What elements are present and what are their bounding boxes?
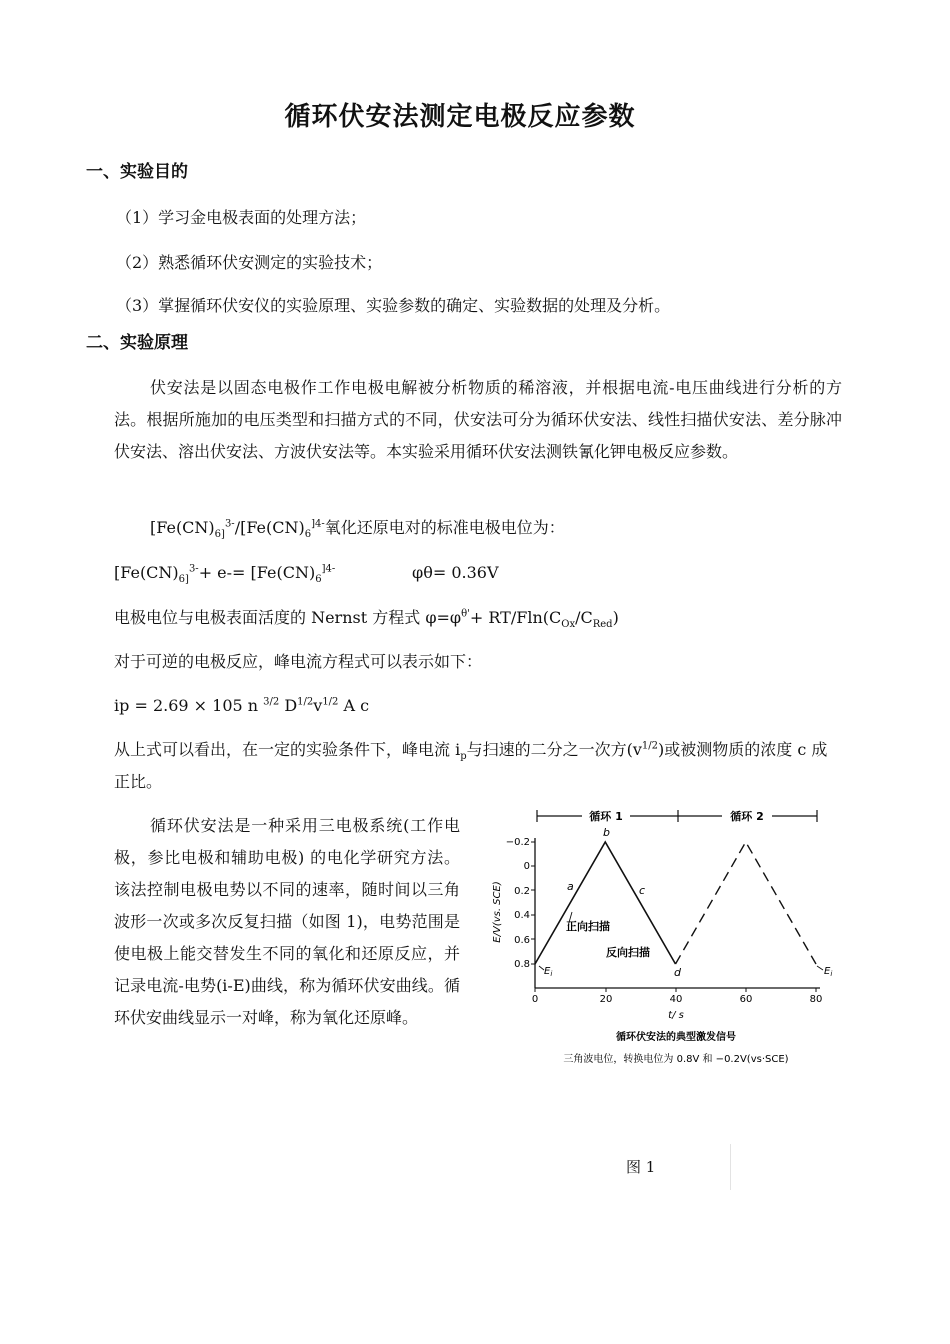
y-axis-label: E/V(vs. SCE) xyxy=(492,881,503,943)
sweep-cycle2-dashed xyxy=(676,842,817,964)
conclusion-part-b: 与扫速的二分之一次方(v xyxy=(466,740,642,759)
eq1-sup-a: 3- xyxy=(224,518,235,530)
ei-left-label: $E_i$ xyxy=(544,966,553,978)
principle-paragraph: 伏安法是以固态电极作工作电极电解被分析物质的稀溶液，并根据电流-电压曲线进行分析的方法。根据所施加的电压类型和扫描方式的不同，伏安法可分为循环伏安法、线性扫描伏安法、差分脉冲伏安法、溶出伏安法、方波伏安法等。本实验采用循环伏安法测铁氰化钾电极反应参数。 xyxy=(114,378,842,461)
figure-number-label: 图 1 xyxy=(626,1158,656,1176)
y-tick-label: 0.4 xyxy=(514,910,530,921)
eq1-part-b: /[Fe(CN) xyxy=(234,518,305,537)
figure-caption-title: 循环伏安法的典型激发信号 xyxy=(616,1032,736,1043)
cycle2-label: 循环 2 xyxy=(730,810,764,823)
eq1-sub-b: 6 xyxy=(304,529,312,541)
purpose-item-2: （2）熟悉循环伏安测定的实验技术； xyxy=(116,253,383,272)
conclusion-part-a: 从上式可以看出，在一定的实验条件下，峰电流 i xyxy=(114,740,461,759)
document-title: 循环伏安法测定电极反应参数 xyxy=(284,102,636,132)
y-tick-label: 0.2 xyxy=(514,886,530,897)
section-heading-principle: 二、实验原理 xyxy=(86,333,188,353)
point-c-label: c xyxy=(639,884,646,897)
y-tick-label: −0.2 xyxy=(505,837,530,848)
figure-caption-subtitle: 三角波电位，转换电位为 0.8V 和 −0.2V(vs·SCE) xyxy=(563,1054,789,1065)
peak-current-equation xyxy=(114,696,369,716)
peak-eq-sup-3: 1/2 xyxy=(322,696,339,708)
point-d-label: d xyxy=(674,966,681,979)
nernst-part-a: 电极电位与电极表面活度的 Nernst 方程式 φ=φ xyxy=(114,608,462,627)
x-tick-label: 0 xyxy=(531,994,539,1005)
eq1-part-c: 氧化还原电对的标准电极电位为： xyxy=(324,518,565,537)
redox-couple-line xyxy=(150,518,565,541)
peak-eq-sup-1: 3/2 xyxy=(263,696,280,708)
eq2-sub-a: 6] xyxy=(178,574,189,586)
point-b-label: b xyxy=(603,826,610,839)
nernst-sup: θ' xyxy=(461,608,470,620)
purpose-item-1: （1）学习金电极表面的处理方法； xyxy=(116,208,367,227)
peak-eq-sup-2: 1/2 xyxy=(297,696,314,708)
y-tick-label: 0.8 xyxy=(514,959,530,970)
x-tick-label: 80 xyxy=(809,994,823,1005)
peak-eq-part-c: v xyxy=(313,696,323,715)
purpose-item-3: （3）掌握循环伏安仪的实验原理、实验参数的确定、实验数据的处理及分析。 xyxy=(116,296,671,315)
y-tick-label: 0.6 xyxy=(514,935,530,946)
redox-equation-line xyxy=(114,563,336,586)
point-a-label: a xyxy=(567,880,574,893)
conclusion-sup: 1/2 xyxy=(641,740,659,752)
nernst-part-d: ) xyxy=(612,608,619,627)
y-tick-label: 0 xyxy=(523,861,530,872)
ei-right-label: $E_i$ xyxy=(824,966,833,978)
nernst-line xyxy=(114,608,619,631)
x-tick-label: 40 xyxy=(669,994,683,1005)
eq1-sub-a: 6] xyxy=(214,529,225,541)
nernst-part-c: /C xyxy=(575,608,593,627)
reverse-scan-label: 反向扫描 xyxy=(606,946,650,959)
eq1-sup-b: ]4- xyxy=(311,518,325,530)
standard-potential: φθ= 0.36V xyxy=(412,563,499,582)
peak-eq-part-a: ip = 2.69 × 105 n xyxy=(114,696,264,715)
eq2-sub-b: 6 xyxy=(315,574,322,586)
faint-vertical-rule xyxy=(730,1144,731,1190)
peak-current-intro: 对于可逆的电极反应，峰电流方程式可以表示如下： xyxy=(114,652,483,671)
cv-description-paragraph: 循环伏安法是一种采用三电极系统(工作电极，参比电极和辅助电极) 的电化学研究方法。该法控制电极电势以不同的速率，随时间以三角波形一次或多次反复扫描（如图 1)，电势范围是使电极上能交替发生不同的氧化和还原反应，并记录电流-电势(i-E)曲线，称为循环伏安曲线。循环伏安曲线显示一对峰，称为氧化还原峰。 xyxy=(114,816,460,1027)
conclusion-paragraph xyxy=(114,734,842,798)
section-heading-purpose: 一、实验目的 xyxy=(86,162,188,182)
eq2-sup-b: ]4- xyxy=(321,563,336,575)
eq2-sup-a: 3- xyxy=(188,563,199,575)
eq1-part-a: [Fe(CN) xyxy=(150,518,215,537)
conclusion-part-c: )或被测物质的浓度 c 成正比。 xyxy=(114,740,828,791)
nernst-sub-red: Red xyxy=(592,619,613,631)
cv-excitation-figure xyxy=(486,800,856,1080)
x-axis-label: t/ s xyxy=(668,1010,684,1021)
eq2-part-a: [Fe(CN) xyxy=(114,563,179,582)
x-tick-label: 20 xyxy=(599,994,613,1005)
forward-scan-label: 正向扫描 xyxy=(566,920,610,933)
conclusion-sub: p xyxy=(460,751,467,763)
cycle1-label: 循环 1 xyxy=(589,810,623,823)
nernst-sub-ox: Ox xyxy=(561,619,576,631)
peak-eq-part-d: A c xyxy=(338,696,370,715)
eq2-part-b: + e-= [Fe(CN) xyxy=(198,563,316,582)
peak-eq-part-b: D xyxy=(279,696,298,715)
nernst-part-b: + RT/Fln(C xyxy=(469,608,562,627)
ei-right-pointer xyxy=(817,966,823,970)
x-tick-label: 60 xyxy=(739,994,753,1005)
